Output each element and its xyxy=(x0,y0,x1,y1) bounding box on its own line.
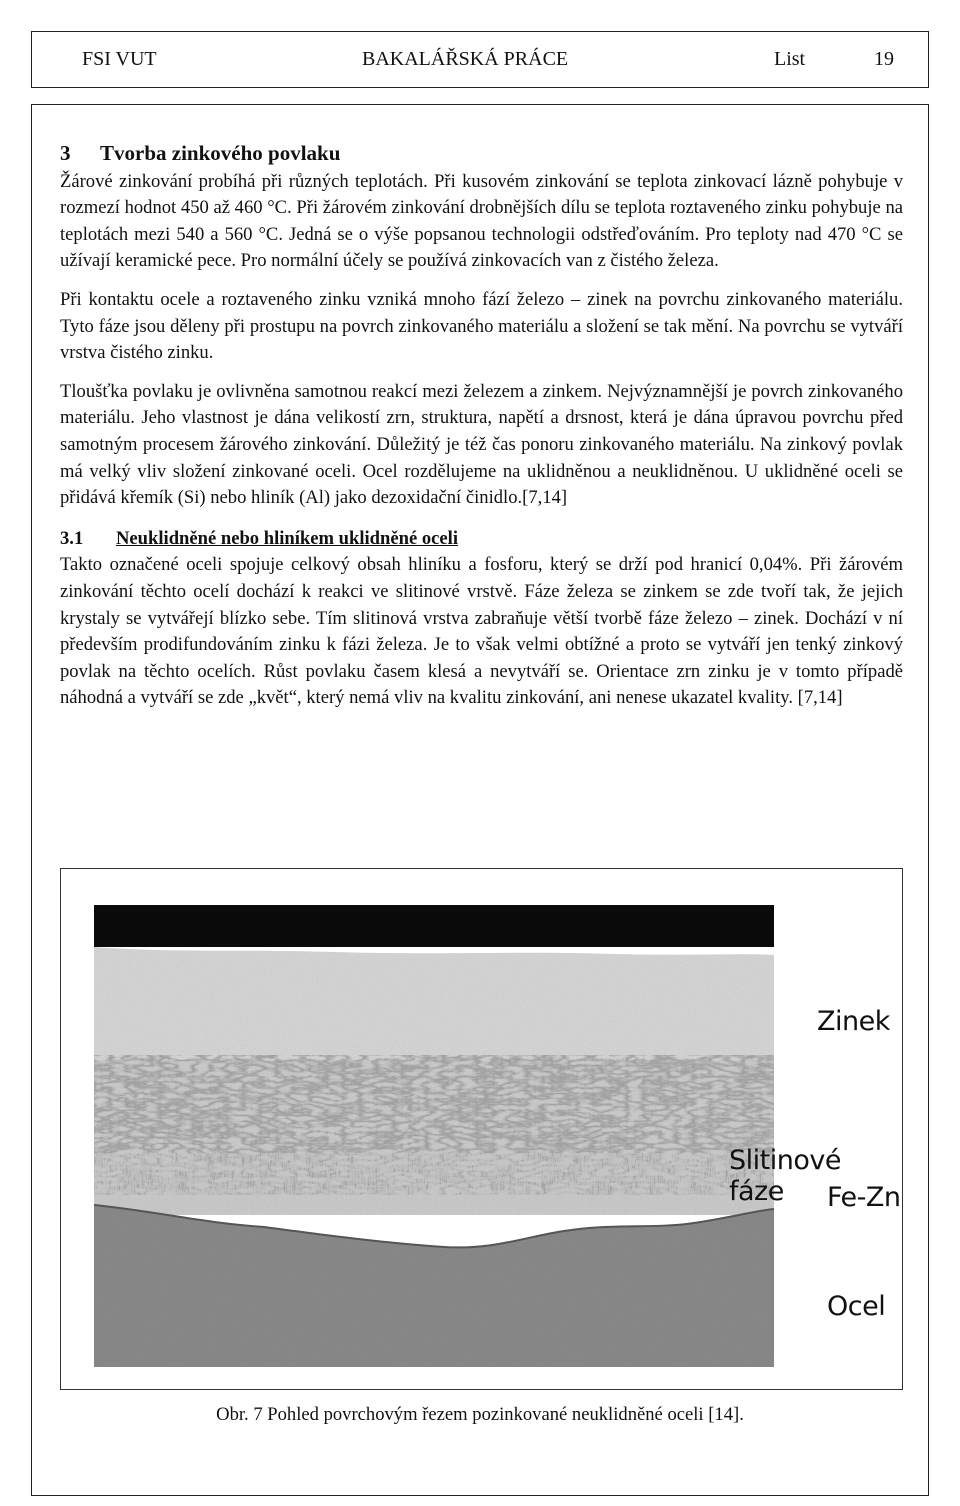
label-ocel: Ocel xyxy=(827,1291,886,1322)
subsection-title: Neuklidněné nebo hliníkem uklidněné oceli xyxy=(116,527,458,549)
header-list-label: List xyxy=(774,48,806,70)
micrograph-image xyxy=(94,905,774,1367)
header-document-type: BAKALÁŘSKÁ PRÁCE xyxy=(362,48,569,70)
label-zinek: Zinek xyxy=(817,1006,890,1037)
subsection-heading xyxy=(60,526,903,553)
paragraph: Takto označené oceli spojuje celkový obsah hliníku a fosforu, který se drží pod hranicí 0,04%. Při žárovém zinkování těchto ocelí dochází k reakci ve slitinové vrstvě. Fáze železa se zinkem se zde tvoří tak, že jejich krystaly se vytvářejí blízko sebe. Tím slitinová vrstva zabraňuje větší tvorbě fáze železo – zinek. Dochází v ní především prodifundováním zinku k fázi železa. Je to však velmi obtížné a proto se vytváří jen tenký zinkový povlak na těchto ocelích. Růst povlaku časem klesá a nevytváří se. Orientace zrn zinku je v tomto případě náhodná a vytváří se zde „květ“, který nemá vliv na kvalitu zinkování, ani nenese ukazatel kvality. [7,14] xyxy=(60,554,903,709)
page-body xyxy=(60,140,903,712)
paragraph: Při kontaktu ocele a roztaveného zinku vzniká mnoho fází železo – zinek na povrchu zinkovaného materiálu. Tyto fáze jsou děleny při prostupu na povrch zinkovaného materiálu a složení se tak mění. Na povrchu se vytváří vrstva čistého zinku. xyxy=(60,288,903,364)
label-slitinove-faze: Slitinové fáze xyxy=(729,1145,841,1207)
section-title: Tvorba zinkového povlaku xyxy=(100,141,341,165)
paragraph: Tloušťka povlaku je ovlivněna samotnou reakcí mezi železem a zinkem. Nejvýznamnější je povrch zinkovaného materiálu. Jeho vlastnost je dána velikostí zrn, struktura, napětí a drsnost, která je dána úpravou povrchu před samotným procesem žárového zinkování. Důležitý je též čas ponoru zinkovaného materiálu. Na zinkový povlak má velký vliv složení zinkované oceli. Ocel rozdělujeme na uklidněnou a neuklidněnou. U uklidněné oceli se přidává křemík (Si) nebo hliník (Al) jako dezoxidační činidlo.[7,14] xyxy=(60,380,903,509)
subsection-number: 3.1 xyxy=(60,527,84,549)
header-institution: FSI VUT xyxy=(82,48,157,70)
label-fe-zn: Fe-Zn xyxy=(827,1182,901,1213)
figure-caption: Obr. 7 Pohled povrchovým řezem pozinkované neuklidněné oceli [14]. xyxy=(216,1404,744,1425)
section-number: 3 xyxy=(60,141,71,165)
figure-micrograph xyxy=(60,868,903,1390)
page-header xyxy=(31,31,929,88)
section-heading xyxy=(60,140,903,167)
header-page-number: 19 xyxy=(874,48,894,70)
paragraph: Žárové zinkování probíhá při různých teplotách. Při kusovém zinkování se teplota zinkovací lázně pohybuje v rozmezí hodnot 450 až 460 °C. Při žárovém zinkování drobnějších dílu se teplota roztaveného zinku pohybuje na teplotách mezi 540 a 560 °C. Jedná se o výše popsanou technologii odstřeďováním. Pro teploty nad 470 °C se užívají keramické pece. Pro normální účely se používá zinkovacích van z čistého železa. xyxy=(60,170,903,272)
